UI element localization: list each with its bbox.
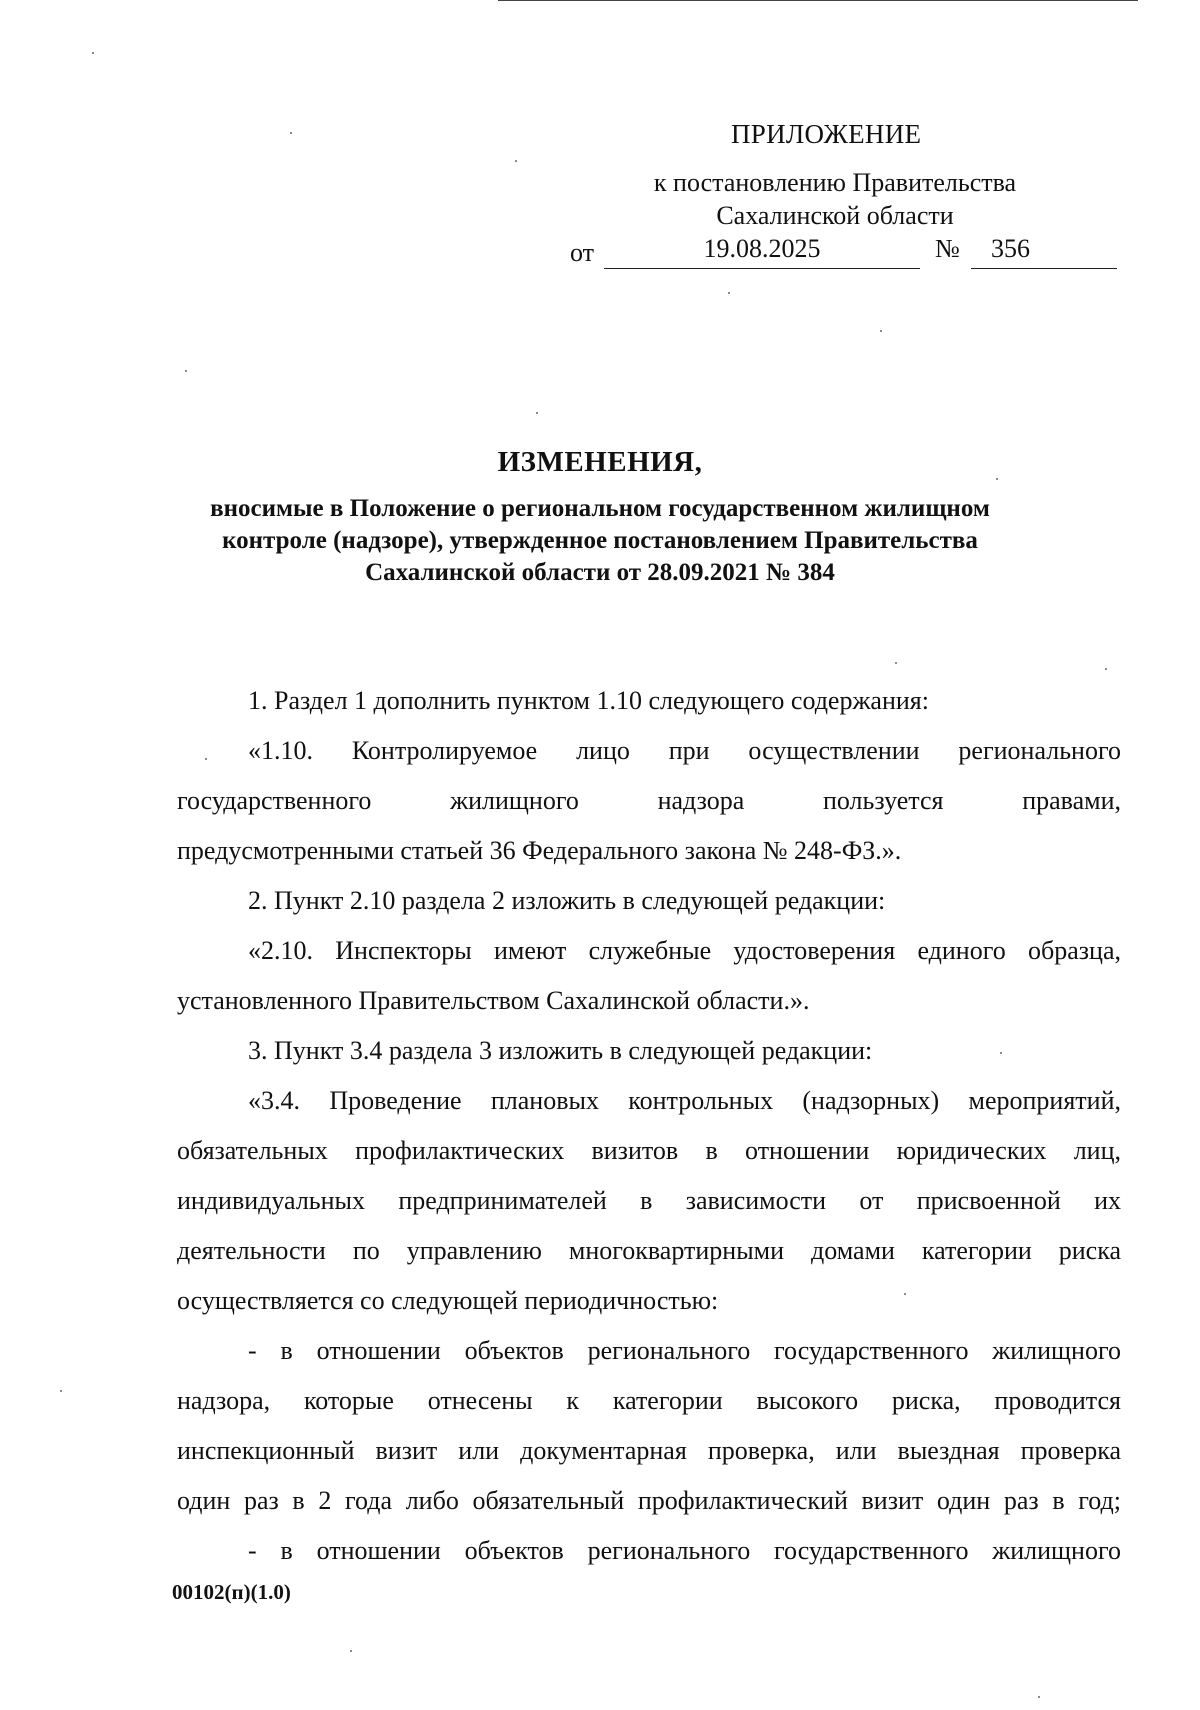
scan-edge-line	[498, 0, 1138, 1]
body-line: предусмотренными статьей 36 Федерального закона № 248-ФЗ.».	[177, 836, 902, 865]
body-line: - в отношении объектов регионального государственного жилищного	[248, 1536, 1121, 1565]
scan-speck	[996, 478, 998, 480]
scan-speck	[1038, 1696, 1040, 1698]
body-line: «1.10. Контролируемое лицо при осуществлении регионального	[248, 736, 1121, 765]
scan-speck	[1105, 668, 1107, 670]
number-label: №	[935, 234, 960, 263]
scan-speck	[880, 330, 882, 332]
body-line: - в отношении объектов регионального государственного жилищного	[248, 1336, 1121, 1365]
resolution-date: 19.08.2025	[604, 234, 920, 269]
scan-speck	[904, 1293, 906, 1295]
resolution-number: 356	[991, 234, 1030, 263]
appendix-reference-line-1: к постановлению Правительства	[653, 168, 1017, 197]
body-line: обязательных профилактических визитов в отношении юридических лиц,	[177, 1136, 1121, 1165]
document-body	[177, 676, 1121, 1576]
appendix-reference-line-2: Сахалинской области	[716, 201, 954, 230]
document-subtitle-line-2: контроле (надзоре), утвержденное постановлением Правительства	[222, 527, 978, 554]
document-title: ИЗМЕНЕНИЯ,	[497, 446, 703, 478]
body-line: 3. Пункт 3.4 раздела 3 изложить в следующей редакции:	[248, 1036, 873, 1065]
body-line: «3.4. Проведение плановых контрольных (надзорных) мероприятий,	[248, 1086, 1121, 1115]
document-subtitle-line-1: вносимые в Положение о региональном государственном жилищном	[210, 495, 990, 522]
document-code: 00102(п)(1.0)	[172, 1580, 291, 1604]
resolution-reference	[0, 234, 1200, 274]
scan-speck	[92, 52, 94, 54]
scan-speck	[536, 412, 538, 414]
body-line: надзора, которые отнесены к категории высокого риска, проводится	[177, 1386, 1121, 1415]
body-line: инспекционный визит или документарная проверка, или выездная проверка	[177, 1436, 1121, 1465]
scan-speck	[290, 132, 292, 134]
body-line: индивидуальных предпринимателей в зависимости от присвоенной их	[177, 1186, 1121, 1215]
appendix-title: ПРИЛОЖЕНИЕ	[731, 119, 922, 149]
scan-speck	[895, 662, 897, 664]
body-line: деятельности по управлению многоквартирными домами категории риска	[177, 1236, 1121, 1265]
scan-speck	[185, 370, 187, 372]
scan-speck	[205, 758, 207, 760]
resolution-number-field	[971, 234, 1117, 269]
scan-speck	[1000, 1052, 1002, 1054]
scan-speck	[60, 1390, 62, 1392]
body-line: установленного Правительством Сахалинской области.».	[177, 986, 810, 1015]
body-line: 2. Пункт 2.10 раздела 2 изложить в следующей редакции:	[248, 886, 886, 915]
body-line: 1. Раздел 1 дополнить пунктом 1.10 следующего содержания:	[248, 686, 929, 715]
from-label: от	[570, 238, 595, 267]
scan-speck	[728, 292, 730, 294]
body-line: один раз в 2 года либо обязательный профилактический визит один раз в год;	[177, 1486, 1121, 1515]
scan-speck	[515, 160, 517, 162]
scan-speck	[350, 1650, 352, 1652]
body-line: государственного жилищного надзора пользуется правами,	[177, 786, 1121, 815]
body-line: «2.10. Инспекторы имеют служебные удостоверения единого образца,	[248, 936, 1121, 965]
body-line: осуществляется со следующей периодичностью:	[177, 1286, 719, 1315]
document-subtitle-line-3: Сахалинской области от 28.09.2021 № 384	[365, 559, 835, 586]
